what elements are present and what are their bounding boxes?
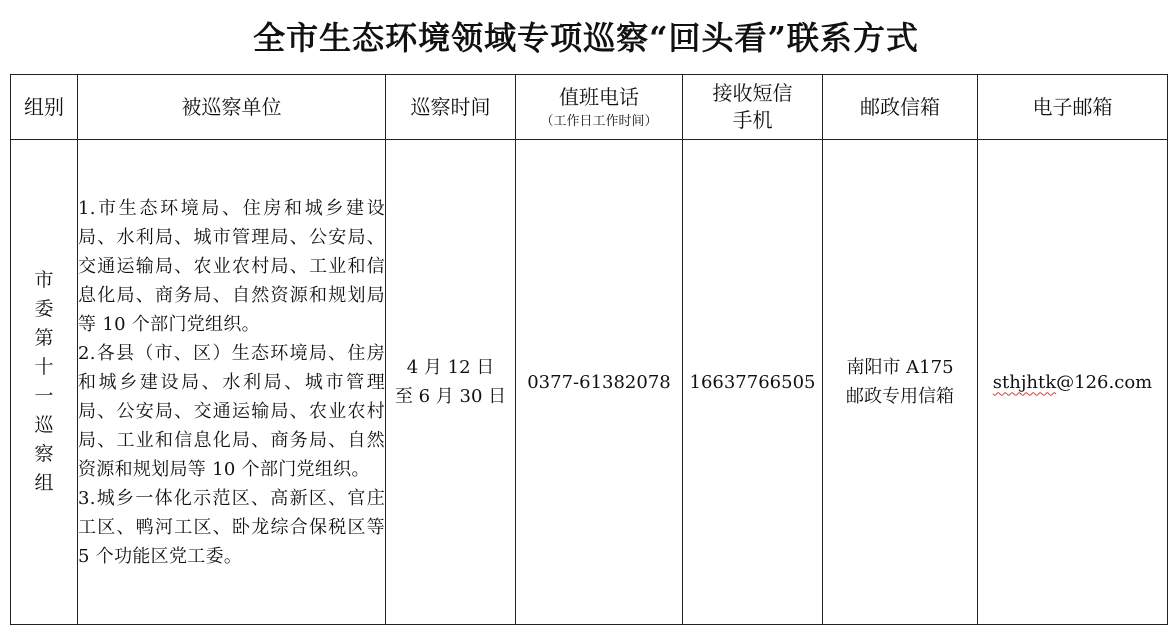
email-cell	[978, 140, 1168, 625]
email-address[interactable]	[993, 372, 1152, 393]
sms-number: 16637766505	[689, 371, 816, 393]
header-unit-label: 被巡察单位	[181, 94, 282, 119]
header-sms-label-line1: 接收短信	[712, 81, 793, 105]
header-mailbox	[823, 75, 978, 140]
phone-cell	[516, 140, 683, 625]
time-cell	[386, 140, 516, 625]
unit-item-1: 1.市生态环境局、住房和城乡建设局、水利局、城市管理局、公安局、交通运输局、农业农村局、工业和信息化局、商务局、自然资源和规划局等 10 个部门党组织。	[78, 197, 385, 335]
contact-table	[10, 74, 1168, 625]
header-unit	[78, 75, 386, 140]
header-time	[386, 75, 516, 140]
header-mailbox-label: 邮政信箱	[860, 94, 940, 119]
email-domain: @126.com	[1056, 371, 1153, 393]
page-title: 全市生态环境领域专项巡察“回头看”联系方式	[253, 19, 919, 57]
group-cell	[11, 140, 78, 625]
table-row	[11, 140, 1168, 625]
phone-number: 0377-61382078	[527, 371, 671, 393]
header-phone	[516, 75, 683, 140]
sms-cell	[683, 140, 823, 625]
header-group-label: 组别	[24, 94, 64, 119]
header-phone-note: （工作日工作时间）	[540, 113, 658, 129]
email-user: sthjhtk	[992, 371, 1057, 393]
header-row	[11, 75, 1168, 140]
header-email	[978, 75, 1168, 140]
mailbox-line2: 邮政专用信箱	[846, 386, 954, 407]
mailbox-line1: 南阳市 A175	[846, 357, 954, 378]
unit-item-2: 2.各县（市、区）生态环境局、住房和城乡建设局、水利局、城市管理局、公安局、交通运输局、农业农村局、工业和信息化局、商务局、自然资源和规划局等 10 个部门党组织。	[78, 342, 385, 480]
unit-item-3: 3.城乡一体化示范区、高新区、官庄工区、鸭河工区、卧龙综合保税区等 5 个功能区党工委。	[78, 487, 385, 567]
time-start: 4 月 12 日	[406, 357, 495, 378]
header-time-label: 巡察时间	[410, 94, 491, 119]
time-end: 至 6 月 30 日	[394, 386, 507, 407]
header-sms-label-line2: 手机	[732, 108, 773, 132]
units-cell	[78, 140, 386, 625]
mailbox-cell	[823, 140, 978, 625]
header-group	[11, 75, 78, 140]
header-sms	[683, 75, 823, 140]
group-name: 市委第十一巡察组	[34, 269, 54, 494]
header-email-label: 电子邮箱	[1032, 94, 1113, 119]
header-phone-label: 值班电话	[559, 84, 639, 109]
